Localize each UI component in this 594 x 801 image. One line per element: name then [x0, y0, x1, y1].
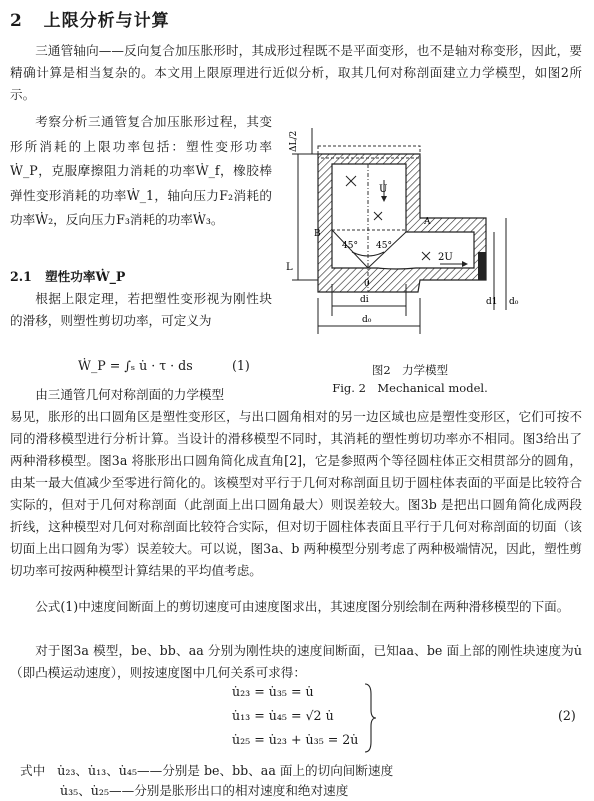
subsection-title: 塑性功率Ẇ_P: [45, 269, 126, 284]
paragraph-model-first-line: 由三通管几何对称剖面的力学模型: [35, 387, 225, 402]
where-line-2: u̇₃₅、u̇₂₅——分别是胀形出口的相对速度和绝对速度: [60, 783, 349, 798]
label-di: di: [360, 295, 369, 305]
paragraph-velocity-diagram: 公式(1)中速度间断面上的剪切速度可由速度图求出，其速度图分别绘制在两种滑移模型的下面。: [35, 599, 570, 614]
equation-2-line-1: u̇₂₃ = u̇₃₅ = u̇: [232, 684, 314, 699]
label-A: A: [424, 217, 431, 227]
where-line-1-text: u̇₂₃、u̇₁₃、u̇₄₅——分别是 be、bb、aa 面上的切向间断速度: [57, 763, 394, 778]
figure-mechanical-model: [278, 120, 594, 360]
subsection-number: 2.1: [10, 269, 32, 284]
equation-2-line-3: u̇₂₅ = u̇₂₃ + u̇₃₅ = 2u̇: [232, 732, 359, 747]
section-title: 上限分析与计算: [43, 11, 170, 31]
equation-2-number: (2): [558, 708, 576, 723]
equation-1-number: (1): [232, 358, 250, 373]
subsection-heading: [10, 266, 125, 285]
equation-1: Ẇ_P = ∫ₛ u̇ · τ · ds: [78, 358, 193, 373]
where-prefix: 式中: [20, 763, 46, 778]
figure-caption-en: Fig. 2 Mechanical model.: [332, 381, 488, 395]
paragraph-model-3a: 对于图3a 模型，be、bb、aa 分别为刚性块的速度间断面，已知aa、be 面上部的刚性块速度为u̇（即凸模运动速度），则按速度图中几何关系可求得：: [10, 643, 582, 680]
section-heading: [10, 6, 170, 31]
label-d1: d1: [486, 297, 498, 307]
paragraph-upper-bound: 根据上限定理，若把塑性变形视为刚性块的滑移，则塑性剪切功率，可定义为: [10, 291, 272, 328]
label-d0-vertical: d₀: [509, 297, 519, 307]
paragraph-intro: 三通管轴向——反向复合加压胀形时，其成形过程既不是平面变形，也不是轴对称变形，因此，要精确计算是相当复杂的。本文用上限原理进行近似分析，取其几何对称剖面建立力学模型，如图2所示。: [10, 43, 582, 102]
equation-2-brace: [362, 682, 378, 754]
section-number: 2: [10, 11, 23, 31]
label-dl2: ΔL/2: [289, 130, 299, 152]
label-U: U: [379, 184, 388, 195]
label-2U: 2U: [438, 252, 453, 263]
label-45-right: 45°: [376, 241, 392, 251]
label-L: L: [286, 262, 293, 273]
equation-2-line-2: u̇₁₃ = u̇₄₅ = √2 u̇: [232, 708, 334, 723]
figure-caption-cn: 图2 力学模型: [371, 363, 449, 377]
paragraph-power-components: 考察分析三通管复合加压胀形过程，其变形所消耗的上限功率包括：塑性变形功率Ẇ_P，克服摩擦阻力消耗的功率Ẇ_f，橡胶棒弹性变形消耗的功率Ẇ_1，轴向压力F₂消耗的功率Ẇ₂，反向压力F₃消耗的功率Ẇ₃。: [10, 114, 272, 227]
label-45-left: 45°: [342, 241, 358, 251]
label-O: 0: [364, 279, 370, 289]
label-B: B: [314, 229, 321, 239]
right-bar: [478, 252, 486, 280]
label-d0: d₀: [362, 315, 372, 325]
paragraph-slip-models: 易见，胀形的出口圆角区是塑性变形区，与出口圆角相对的另一边区域也应是塑性变形区，它们可按不同的滑移模型进行分析计算。当设计的滑移模型不同时，其消耗的塑性剪切功率亦不相同。图3给出了两种滑移模型。图3a 将胀形出口圆角简化成直角[2]，它是参照两个等径圆柱体正交相贯部分的圆角，由某一最大值减少至零进行简化的。该模型对平行于几何对称剖面且切于圆柱体表面的平面是比较符合实际的，但对于几何对称剖面（此剖面上出口圆角最大）则误差较大。图3b 是把出口圆角简化成两段折线，这种模型对几何对称剖面比较符合实际，但对切于圆柱体表面且平行于几何对称剖面的切面（该切面上出口圆角为零）误差较大。可以说，图3a、b 两种模型分别考虑了两种极端情况，因此，塑性剪切功率可按两种模型计算结果的平均值考虑。: [10, 409, 582, 578]
where-line-1: [20, 760, 393, 779]
